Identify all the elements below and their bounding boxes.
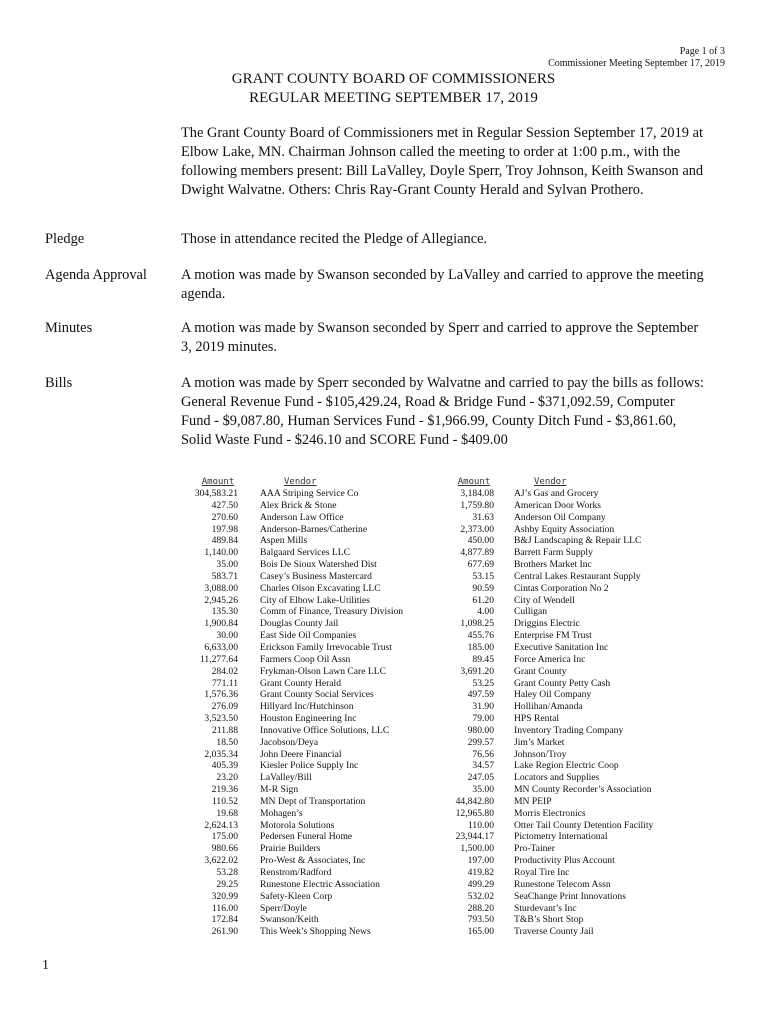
section-text: Those in attendance recited the Pledge of Allegiance. (181, 231, 488, 247)
bill-amount: 1,900.84 (204, 618, 238, 630)
bill-vendor: MN County Recorder’s Association (514, 784, 652, 796)
section-label: Agenda Approval (45, 267, 147, 283)
bill-vendor: Enterprise FM Trust (514, 630, 592, 642)
bill-amount: 53.25 (472, 677, 494, 689)
bill-amount: 23,944.17 (455, 831, 494, 843)
title-line-1: GRANT COUNTY BOARD OF COMMISSIONERS (231, 71, 556, 87)
bill-amount: 2,945.26 (204, 594, 238, 606)
bill-vendor: Pro-West & Associates, Inc (260, 855, 366, 867)
bill-amount: 34.57 (472, 760, 494, 772)
bill-vendor: B&J Landscaping & Repair LLC (514, 535, 642, 547)
bill-vendor: Productivity Plus Account (514, 855, 615, 867)
bill-amount: 299.57 (467, 736, 494, 748)
bill-vendor: John Deere Financial (260, 748, 342, 760)
title-line-2: REGULAR MEETING SEPTEMBER 17, 2019 (249, 90, 538, 106)
bill-amount: 1,500.00 (460, 843, 494, 855)
bill-vendor: Sturdevant’s Inc (514, 902, 577, 914)
bill-vendor: Pictometry International (514, 831, 608, 843)
bill-vendor: SeaChange Print Innovations (514, 890, 626, 902)
section-label: Minutes (45, 320, 93, 336)
bill-amount: 79.00 (472, 713, 494, 725)
bill-vendor: Runestone Telecom Assn (514, 878, 611, 890)
bill-amount: 185.00 (467, 641, 494, 653)
bill-vendor: Runestone Electric Association (260, 878, 380, 890)
page-number: 1 (42, 958, 49, 973)
bill-vendor: Sperr/Doyle (260, 902, 307, 914)
bill-vendor: Pro-Tainer (514, 843, 555, 855)
bill-amount: 197.98 (211, 523, 238, 535)
bill-amount: 31.63 (472, 511, 494, 523)
section-label: Bills (45, 375, 73, 391)
bill-vendor: East Side Oil Companies (260, 630, 357, 642)
bill-amount: 219.36 (211, 784, 238, 796)
bill-amount: 197.00 (467, 855, 494, 867)
bill-vendor: Casey’s Business Mastercard (260, 570, 372, 582)
vendor-header: Vendor (284, 477, 317, 487)
bill-vendor: Anderson Oil Company (514, 511, 606, 523)
bill-amount: 980.66 (211, 843, 238, 855)
right-amount-column (438, 476, 494, 938)
bill-vendor: Pedersen Funeral Home (260, 831, 353, 843)
bill-vendor: Comm of Finance, Treasury Division (260, 606, 404, 618)
bill-amount: 61.20 (472, 594, 494, 606)
left-amount-column (170, 476, 238, 938)
bill-vendor: Safety-Kleen Corp (260, 890, 333, 902)
amount-header: Amount (457, 477, 491, 487)
bill-vendor: Royal Tire Inc (514, 867, 570, 878)
bill-vendor: LaValley/Bill (260, 772, 312, 784)
bill-amount: 2,035.34 (204, 748, 238, 760)
bill-amount: 1,098.25 (460, 618, 494, 630)
bill-vendor: Barrett Farm Supply (514, 547, 593, 559)
bill-vendor: Locators and Supplies (514, 772, 600, 784)
bill-amount: 405.39 (211, 760, 238, 772)
bill-vendor: HPS Rental (514, 713, 560, 725)
bill-amount: 116.00 (211, 902, 238, 914)
bill-vendor: Hollihan/Amanda (514, 701, 583, 713)
bill-vendor: Bois De Sioux Watershed Dist (260, 559, 377, 571)
bill-amount: 110.00 (467, 819, 494, 831)
bill-amount: 247.05 (467, 772, 494, 784)
bill-amount: 455.76 (467, 630, 494, 642)
bill-vendor: Hillyard Inc/Hutchinson (260, 701, 354, 713)
bill-amount: 165.00 (467, 926, 494, 938)
bill-amount: 30.00 (216, 630, 238, 642)
bill-amount: 3,184.08 (460, 488, 494, 499)
bill-vendor: Anderson-Barnes/Catherine (260, 523, 368, 535)
bill-amount: 497.59 (467, 689, 494, 701)
right-vendor-column (514, 476, 704, 938)
bill-amount: 3,691.20 (460, 665, 494, 677)
bill-vendor: Anderson Law Office (260, 511, 344, 523)
bill-amount: 3,088.00 (204, 582, 238, 594)
bill-amount: 419.82 (467, 867, 494, 878)
bill-amount: 18.50 (216, 736, 238, 748)
bill-amount: 450.00 (467, 535, 494, 547)
bill-amount: 90.59 (472, 582, 494, 594)
bill-vendor: Force America Inc (514, 653, 586, 665)
bill-vendor: Aspen Mills (260, 535, 308, 547)
bill-vendor: Driggins Electric (514, 618, 580, 630)
bill-vendor: AAA Striping Service Co (260, 488, 359, 499)
bill-amount: 2,624.13 (204, 819, 238, 831)
bill-vendor: Ashby Equity Association (514, 523, 615, 535)
bill-amount: 44,842.80 (455, 795, 494, 807)
bill-vendor: MN PEIP (514, 795, 552, 807)
section-text: A motion was made by Swanson seconded by Sperr and carried to approve the September 3, 2019 minutes. (181, 320, 699, 355)
bill-vendor: Swanson/Keith (260, 914, 319, 926)
bill-vendor: Douglas County Jail (260, 618, 339, 630)
page-of-label: Page 1 of 3 (679, 46, 725, 57)
bill-amount: 304,583.21 (194, 488, 238, 499)
bill-amount: 261.90 (211, 926, 238, 938)
section-label: Pledge (45, 231, 85, 247)
bill-vendor: AJ’s Gas and Grocery (514, 488, 599, 499)
bill-amount: 1,759.80 (460, 499, 494, 511)
bill-amount: 53.15 (472, 570, 494, 582)
bill-amount: 12,965.80 (455, 807, 494, 819)
bill-amount: 89.45 (472, 653, 494, 665)
bill-amount: 1,576.36 (204, 689, 238, 701)
bill-vendor: Kiesler Police Supply Inc (260, 760, 359, 772)
bill-vendor: Johnson/Troy (514, 748, 567, 760)
bill-vendor: Culligan (514, 606, 548, 618)
bill-amount: 793.50 (467, 914, 494, 926)
bill-vendor: Jim’s Market (514, 736, 565, 748)
bill-vendor: Jacobson/Deya (260, 736, 319, 748)
bill-vendor: Farmers Coop Oil Assn (260, 653, 351, 665)
bill-vendor: Grant County Social Services (260, 689, 374, 701)
bill-amount: 6,633.00 (204, 641, 238, 653)
bill-vendor: Inventory Trading Company (514, 724, 624, 736)
meeting-reference: Commissioner Meeting September 17, 2019 (548, 58, 725, 69)
bill-vendor: Traverse County Jail (514, 926, 594, 938)
bill-vendor: Central Lakes Restaurant Supply (514, 570, 641, 582)
bill-amount: 4,877.89 (460, 547, 494, 559)
bill-amount: 110.52 (211, 795, 238, 807)
bill-amount: 583.71 (211, 570, 238, 582)
bill-vendor: Renstrom/Radford (260, 867, 332, 878)
bill-vendor: Executive Sanitation Inc (514, 641, 609, 653)
bill-vendor: This Week’s Shopping News (260, 926, 371, 938)
bill-amount: 276.09 (211, 701, 238, 713)
bill-vendor: Otter Tail County Detention Facility (514, 819, 654, 831)
bill-amount: 3,523.50 (204, 713, 238, 725)
bill-vendor: Brothers Market Inc (514, 559, 592, 571)
bill-amount: 4.00 (477, 606, 494, 618)
bill-amount: 35.00 (216, 559, 238, 571)
bill-amount: 19.68 (216, 807, 238, 819)
section-text: A motion was made by Swanson seconded by LaValley and carried to approve the meeting agenda. (181, 267, 704, 302)
bill-vendor: Mohagen’s (260, 807, 303, 819)
bill-vendor: MN Dept of Transportation (260, 795, 366, 807)
bill-amount: 53.28 (216, 867, 238, 878)
bill-amount: 172.84 (211, 914, 238, 926)
intro-paragraph: The Grant County Board of Commissioners met in Regular Session September 17, 2019 at Elbow Lake, MN. Chairman Johnson called the meeting to order at 1:00 p.m., with the following members present: Bill LaValley, Doyle Sperr, Troy Johnson, Keith Swanson and Dwight Walvatne. Others: Chris Ray-Grant County Herald and Sylvan Prothero. (181, 125, 704, 198)
bill-vendor: M-R Sign (260, 784, 299, 796)
bill-amount: 532.02 (467, 890, 494, 902)
bill-vendor: City of Wendell (514, 594, 575, 606)
bill-amount: 35.00 (472, 784, 494, 796)
bill-vendor: Grant County (514, 665, 567, 677)
bill-amount: 270.60 (211, 511, 238, 523)
bill-vendor: Motorola Solutions (260, 819, 335, 831)
bill-amount: 677.69 (467, 559, 494, 571)
vendor-header: Vendor (534, 477, 567, 487)
bill-amount: 76.56 (472, 748, 494, 760)
bill-amount: 489.84 (211, 535, 238, 547)
bill-vendor: Grant County Petty Cash (514, 677, 611, 689)
bill-vendor: Prairie Builders (260, 843, 321, 855)
document-title (0, 70, 770, 108)
bill-vendor: Houston Engineering Inc (260, 713, 357, 725)
page-header (548, 46, 725, 70)
bill-vendor: Charles Olson Excavating LLC (260, 582, 381, 594)
bill-vendor: American Door Works (514, 499, 601, 511)
bill-amount: 29.25 (216, 878, 238, 890)
bill-amount: 499.29 (467, 878, 494, 890)
bill-amount: 135.30 (211, 606, 238, 618)
bill-amount: 23.20 (216, 772, 238, 784)
bill-amount: 427.50 (211, 499, 238, 511)
bill-amount: 175.00 (211, 831, 238, 843)
left-vendor-column (260, 476, 450, 938)
bill-vendor: Lake Region Electric Coop (514, 760, 619, 772)
bill-vendor: Balgaard Services LLC (260, 547, 351, 559)
bill-amount: 320.99 (211, 890, 238, 902)
bill-vendor: Frykman-Olson Lawn Care LLC (260, 665, 387, 677)
bill-amount: 3,622.02 (204, 855, 238, 867)
bill-vendor: Morris Electronics (514, 807, 586, 819)
bill-amount: 211.88 (211, 724, 238, 736)
bill-vendor: Erickson Family Irrevocable Trust (260, 641, 392, 653)
bill-amount: 771.11 (211, 677, 238, 689)
bill-vendor: Innovative Office Solutions, LLC (260, 724, 390, 736)
bill-vendor: T&B’s Short Stop (514, 914, 584, 926)
bill-vendor: Cintas Corporation No 2 (514, 582, 609, 594)
bill-amount: 11,277.64 (199, 653, 238, 665)
bill-vendor: Haley Oil Company (514, 689, 592, 701)
amount-header: Amount (201, 477, 235, 487)
bill-amount: 288.20 (467, 902, 494, 914)
bill-amount: 1,140.00 (204, 547, 238, 559)
bill-amount: 980.00 (467, 724, 494, 736)
bill-vendor: Grant County Herald (260, 677, 341, 689)
bill-amount: 2,373.00 (460, 523, 494, 535)
bill-amount: 31.90 (472, 701, 494, 713)
section-text: A motion was made by Sperr seconded by Walvatne and carried to pay the bills as follows: General Revenue Fund - $105,429.24, Road & Bridge Fund - $371,092.59, Computer Fund - $9,087.80, Human Services Fund - $1,966.99, County Ditch Fund - $3,861.60, Solid Waste Fund - $246.10 and SCORE Fund - $409.00 (181, 375, 704, 448)
bill-amount: 284.02 (211, 665, 238, 677)
bill-vendor: Alex Brick & Stone (260, 499, 337, 511)
bill-vendor: City of Elbow Lake-Utilities (260, 594, 371, 606)
